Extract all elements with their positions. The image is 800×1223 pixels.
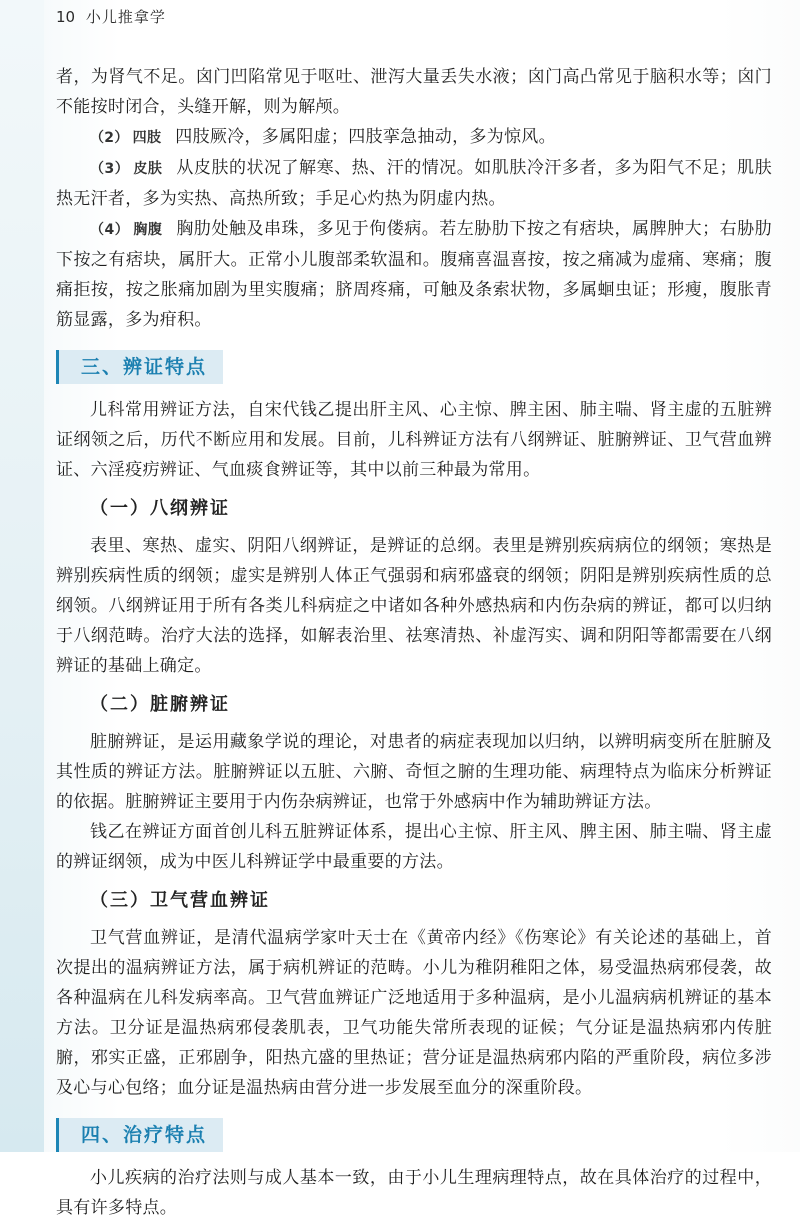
section-heading-diagnosis [56,349,772,385]
item-term: 皮肤 [133,161,163,177]
section-heading-treatment [56,1117,772,1153]
item-limbs [56,122,772,153]
subsection-heading-weiqi-yingxue: （三）卫气营血辨证 [90,890,270,911]
item-number: （4） [90,222,130,238]
subsection-text: 表里、寒热、虚实、阴阳八纲辨证，是辨证的总纲。表里是辨别疾病病位的纲领；寒热是辨别疾病性质的纲领；虚实是辨别人体正气强弱和病邪盛衰的纲领；阴阳是辨别疾病性质的总纲领。八纲辨证用于所有各类儿科病症之中诸如各种外感热病和内伤杂病的辨证，都可以归纳于八纲范畴。治疗大法的选择，如解表治里、祛寒清热、补虚泻实、调和阴阳等都需要在八纲辨证的基础上确定。 [56,536,772,676]
section-text: 小儿疾病的治疗法则与成人基本一致，由于小儿生理病理特点，故在具体治疗的过程中，具有许多特点。 [56,1168,772,1218]
subsection-text: 卫气营血辨证，是清代温病学家叶天士在《黄帝内经》《伤寒论》有关论述的基础上，首次提出的温病辨证方法，属于病机辨证的范畴。小儿为稚阴稚阳之体，易受温热病邪侵袭，故各种温病在儿科发病率高。卫气营血辨证广泛地适用于多种温病，是小儿温病病机辨证的基本方法。卫分证是温热病邪侵袭肌表，卫气功能失常所表现的证候；气分证是温热病邪内传脏腑，邪实正盛，正邪剧争，阳热亢盛的里热证；营分证是温热病邪内陷的严重阶段，病位多涉及心与心包络；血分证是温热病由营分进一步发展至血分的深重阶段。 [56,928,772,1098]
item-text: 从皮肤的状况了解寒、热、汗的情况。如肌肤冷汗多者，多为阳气不足；肌肤热无汗者，多为实热、高热所致；手足心灼热为阴虚内热。 [56,158,772,209]
running-header [56,4,756,30]
item-term: 胸腹 [133,222,163,238]
item-chest-abdomen [56,214,772,335]
item-number: （2） [90,130,129,146]
item-skin [56,153,772,214]
item-text: 四肢厥冷，多属阳虚；四肢挛急抽动，多为惊风。 [175,127,556,147]
item-term: 四肢 [132,130,162,146]
page-number: 10 [56,8,76,26]
subsection-heading-eight-principles: （一）八纲辨证 [90,498,230,519]
item-text: 胸肋处触及串珠，多见于佝偻病。若左胁肋下按之有痞块，属脾肿大；右胁肋下按之有痞块，属肝大。正常小儿腹部柔软温和。腹痛喜温喜按，按之痛减为虚痛、寒痛；腹痛拒按，按之胀痛加剧为里实腹痛；脐周疼痛，可触及条索状物，多属蛔虫证；形瘦，腹胀青筋显露，多为疳积。 [56,219,772,330]
item-number: （3） [90,161,130,177]
subsection-heading-zangfu: （二）脏腑辨证 [90,694,230,715]
section-intro: 儿科常用辨证方法，自宋代钱乙提出肝主风、心主惊、脾主困、肺主喘、肾主虚的五脏辨证纲领之后，历代不断应用和发展。目前，儿科辨证方法有八纲辨证、脏腑辨证、卫气营血辨证、六淫疫疠辨证、气血痰食辨证等，其中以前三种最为常用。 [56,400,772,480]
subsection-text: 脏腑辨证，是运用藏象学说的理论，对患者的病症表现加以归纳，以辨明病变所在脏腑及其性质的辨证方法。脏腑辨证以五脏、六腑、奇恒之腑的生理功能、病理特点为临床分析辨证的依据。脏腑辨证主要用于内伤杂病辨证，也常于外感病中作为辅助辨证方法。 [56,732,772,812]
section-title: 三、辨证特点 [56,350,223,384]
book-title: 小儿推拿学 [85,8,166,26]
subsection-text: 钱乙在辨证方面首创儿科五脏辨证体系，提出心主惊、肝主风、脾主困、肺主喘、肾主虚的辨证纲领，成为中医儿科辨证学中最重要的方法。 [56,822,772,872]
section-title: 四、治疗特点 [56,1118,223,1152]
page-body [56,62,772,1223]
page-margin-decoration [0,0,44,1152]
fontanel-paragraph: 者，为肾气不足。囟门凹陷常见于呕吐、泄泻大量丢失水液；囟门高凸常见于脑积水等；囟门不能按时闭合，头缝开解，则为解颅。 [56,67,772,117]
